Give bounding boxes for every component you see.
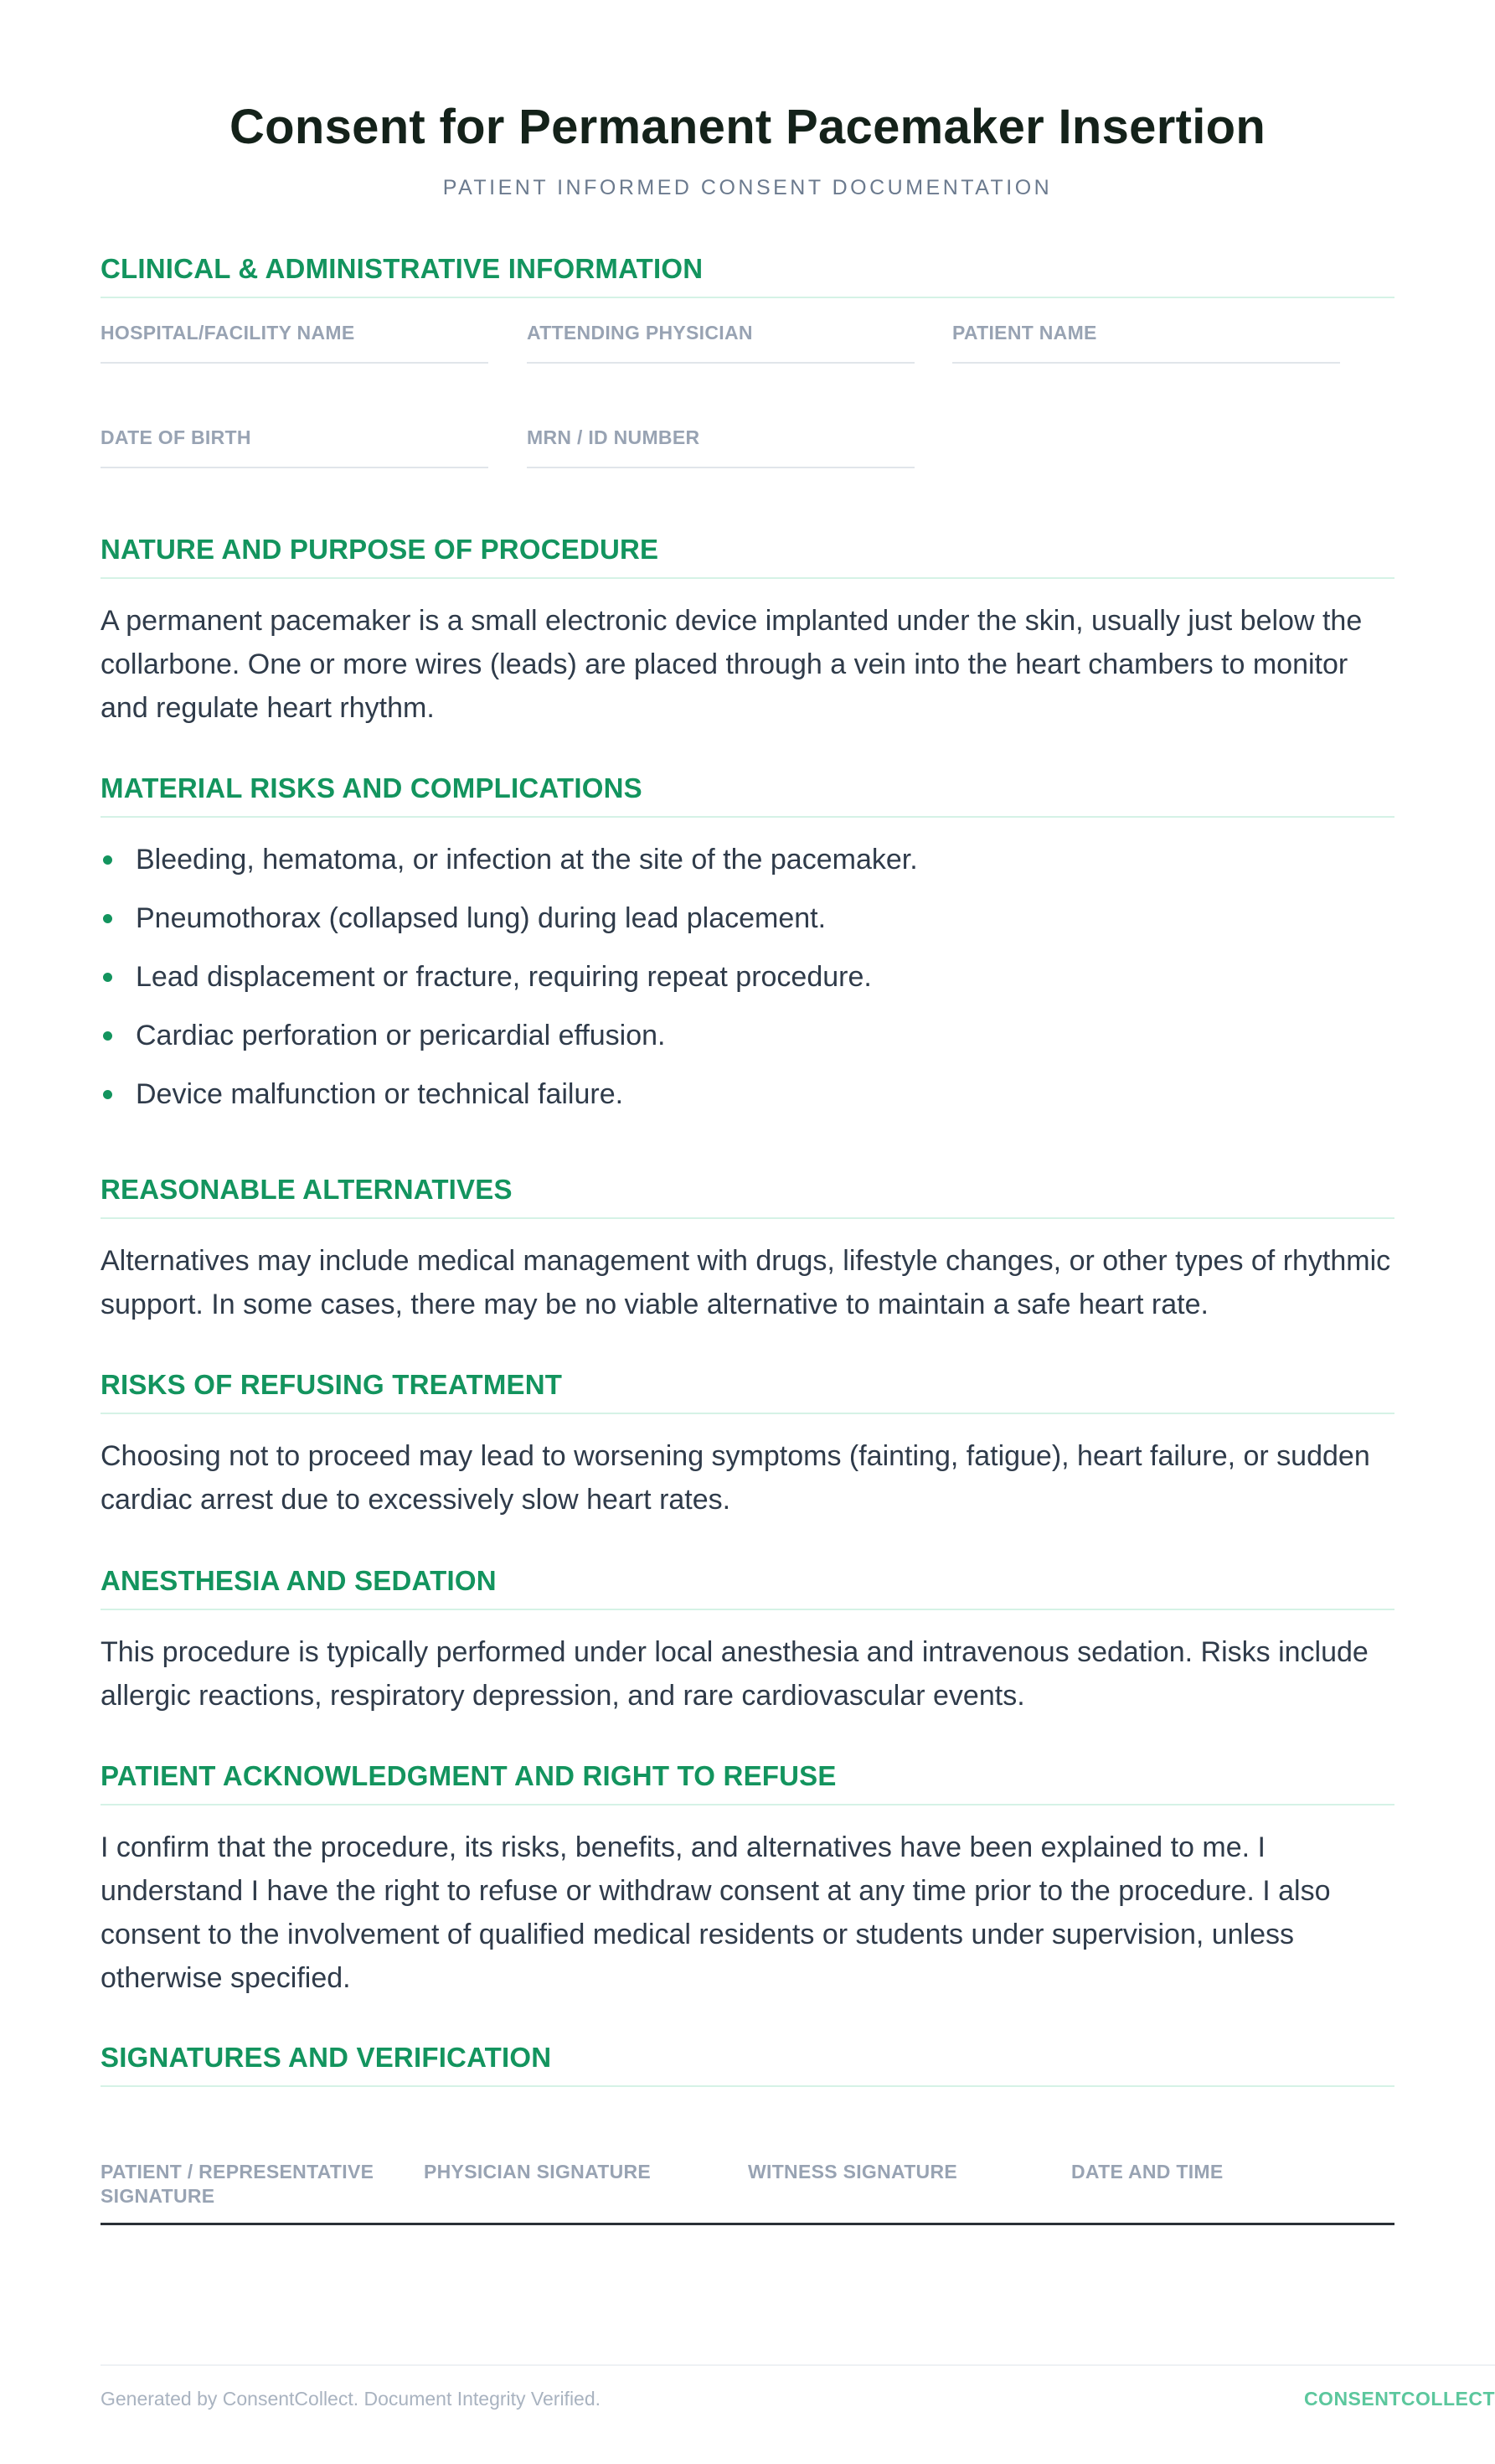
bullet-icon <box>103 914 112 923</box>
bullet-icon <box>103 973 112 982</box>
witness-signature-field[interactable] <box>748 2160 1049 2184</box>
hospital-facility-label: HOSPITAL/FACILITY NAME <box>101 322 355 344</box>
refusing-text: Choosing not to proceed may lead to worsening symptoms (fainting, fatigue), heart failure, or sudden cardiac arrest due to excessively slow heart rates. <box>101 1440 1370 1516</box>
mrn-id-field[interactable] <box>527 426 915 468</box>
date-time-field[interactable] <box>1071 2160 1373 2184</box>
patient-name-label: PATIENT NAME <box>952 322 1097 344</box>
date-time-label: DATE AND TIME <box>1071 2161 1224 2182</box>
risk-text: Lead displacement or fracture, requiring repeat procedure. <box>136 961 872 993</box>
bullet-icon <box>103 855 112 865</box>
risk-text: Pneumothorax (collapsed lung) during lead placement. <box>136 902 827 934</box>
attending-physician-label: ATTENDING PHYSICIAN <box>527 322 753 344</box>
bullet-icon <box>103 1090 112 1099</box>
patient-signature-field[interactable] <box>101 2160 402 2208</box>
page-footer <box>101 2364 1495 2415</box>
physician-signature-field[interactable] <box>424 2160 725 2184</box>
risk-text: Device malfunction or technical failure. <box>136 1078 624 1110</box>
section-heading-signatures: SIGNATURES AND VERIFICATION <box>101 2042 1394 2087</box>
section-heading-anesthesia: ANESTHESIA AND SEDATION <box>101 1565 1394 1610</box>
date-of-birth-label: DATE OF BIRTH <box>101 426 251 448</box>
section-heading-refusing: RISKS OF REFUSING TREATMENT <box>101 1369 1394 1414</box>
footer-brand: CONSENTCOLLECT <box>1303 2388 1495 2410</box>
patient-name-field[interactable] <box>952 322 1340 364</box>
section-heading-alternatives: REASONABLE ALTERNATIVES <box>101 1174 1394 1219</box>
signature-row <box>101 2160 1394 2225</box>
section-heading-acknowledgment: PATIENT ACKNOWLEDGMENT AND RIGHT TO REFUSE <box>101 1760 1394 1805</box>
section-heading-nature: NATURE AND PURPOSE OF PROCEDURE <box>101 534 1394 579</box>
anesthesia-text: This procedure is typically performed under local anesthesia and intravenous sedation. Risks include allergic reactions, respiratory depression, and rare cardiovascular events. <box>101 1636 1369 1712</box>
document-subtitle: PATIENT INFORMED CONSENT DOCUMENTATION <box>442 176 1053 199</box>
risks-list <box>101 839 1394 1132</box>
witness-signature-label: WITNESS SIGNATURE <box>748 2161 958 2182</box>
list-item <box>101 956 1394 1015</box>
risk-text: Cardiac perforation or pericardial effusion. <box>136 1020 666 1051</box>
risk-text: Bleeding, hematoma, or infection at the site of the pacemaker. <box>136 844 918 876</box>
acknowledgment-text: I confirm that the procedure, its risks, benefits, and alternatives have been explained to me. I understand I have the right to refuse or withdraw consent at any time prior to the procedure. I also consent to the involvement of qualified medical residents or students under supervision, unless otherwise specified. <box>101 1831 1331 1994</box>
mrn-id-label: MRN / ID NUMBER <box>527 426 700 448</box>
document-title: Consent for Permanent Pacemaker Insertion <box>229 100 1266 154</box>
section-heading-clinical: CLINICAL & ADMINISTRATIVE INFORMATION <box>101 253 1394 298</box>
section-heading-risks: MATERIAL RISKS AND COMPLICATIONS <box>101 772 1394 818</box>
list-item <box>101 1015 1394 1073</box>
patient-signature-label: PATIENT / REPRESENTATIVE SIGNATURE <box>101 2161 374 2207</box>
list-item <box>101 1073 1394 1132</box>
list-item <box>101 839 1394 897</box>
alternatives-text: Alternatives may include medical management with drugs, lifestyle changes, or other types of rhythmic support. In some cases, there may be no viable alternative to maintain a safe heart rate. <box>101 1245 1391 1320</box>
physician-signature-label: PHYSICIAN SIGNATURE <box>424 2161 652 2182</box>
hospital-facility-field[interactable] <box>101 322 488 364</box>
attending-physician-field[interactable] <box>527 322 915 364</box>
footer-note: Generated by ConsentCollect. Document Integrity Verified. <box>101 2388 601 2410</box>
list-item <box>101 897 1394 956</box>
date-of-birth-field[interactable] <box>101 426 488 468</box>
nature-text: A permanent pacemaker is a small electronic device implanted under the skin, usually just below the collarbone. One or more wires (leads) are placed through a vein into the heart chambers to monitor and regulate heart rhythm. <box>101 605 1363 724</box>
bullet-icon <box>103 1031 112 1041</box>
